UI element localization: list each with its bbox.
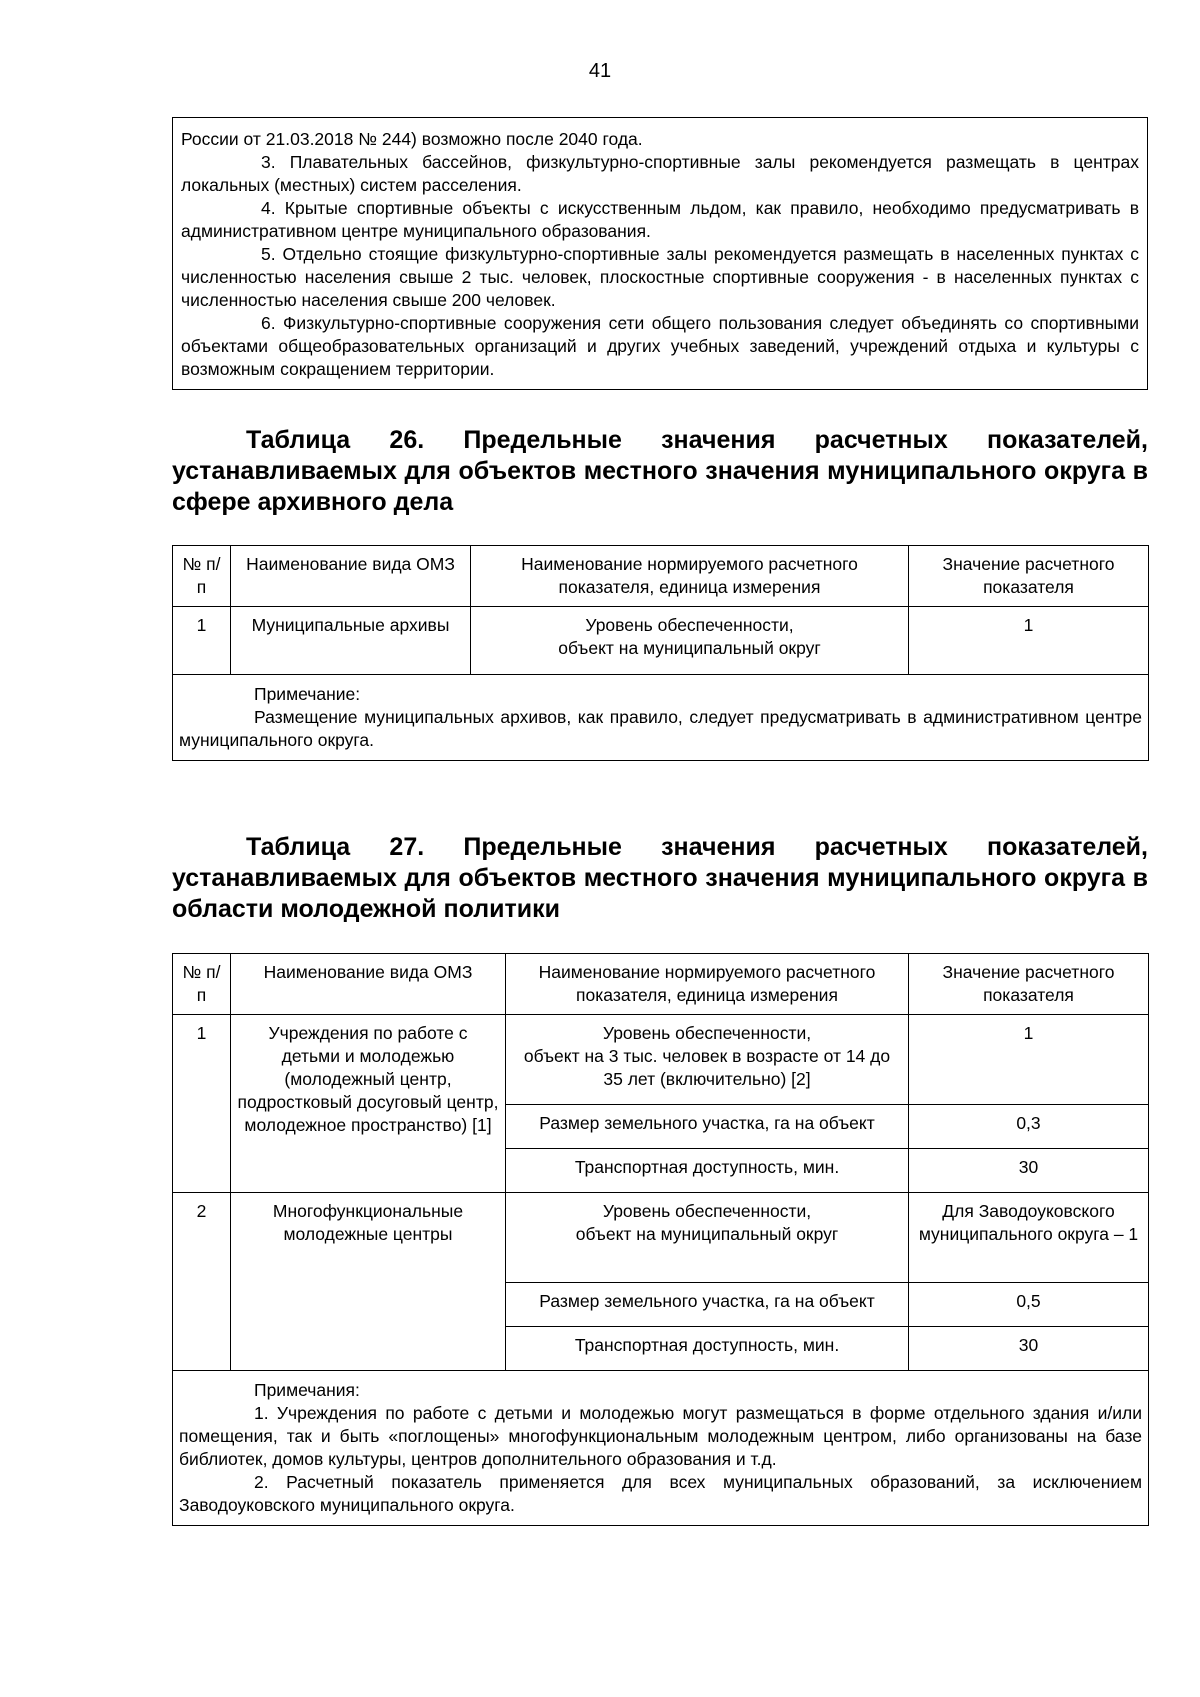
note-item-1: 1. Учреждения по работе с детьми и молодежью могут размещаться в форме отдельного здания и/или помещения, так и быть «поглощены» многофункциональным молодежным центром, либо организованы на базе библиотек, домов культуры, центров дополнительного образования и т.д. [179, 1403, 1142, 1469]
continuation-notes-box [172, 117, 1148, 390]
note-cell [173, 1371, 1149, 1526]
cell-indicator: Размер земельного участка, га на объект [506, 1105, 909, 1149]
cell-value: 1 [909, 607, 1149, 675]
header-cell-value: Значение расчетного показателя [909, 954, 1149, 1015]
cell-value: 30 [909, 1327, 1149, 1371]
header-cell-indicator: Наименование нормируемого расчетного показателя, единица измерения [506, 954, 909, 1015]
indicator-line: Уровень обеспеченности, [585, 615, 794, 635]
header-cell-num: № п/п [173, 546, 231, 607]
header-cell-num: № п/п [173, 954, 231, 1015]
note-title: Примечания: [254, 1380, 360, 1400]
table-27-title: Таблица 27. Предельные значения расчетных показателей, устанавливаемых для объектов местного значения муниципального округа в области молодежной политики [172, 833, 1148, 923]
note-item-6: 6. Физкультурно-спортивные сооружения сети общего пользования следует объединять со спортивными объектами общеобразовательных организаций и других учебных заведений, учреждений отдыха и культуры с возможным сокращением территории. [181, 313, 1139, 379]
indicator-line: Уровень обеспеченности, [602, 1023, 812, 1043]
table-27 [172, 953, 1149, 1526]
note-cell [173, 675, 1149, 761]
cell-omz: Муниципальные архивы [231, 607, 471, 675]
table-row [173, 1015, 1149, 1105]
cell-indicator [471, 607, 909, 675]
note-text: Размещение муниципальных архивов, как правило, следует предусматривать в административном центре муниципального округа. [179, 707, 1142, 750]
cell-num: 1 [173, 607, 231, 675]
header-cell-indicator: Наименование нормируемого расчетного показателя, единица измерения [471, 546, 909, 607]
note-item-3: 3. Плавательных бассейнов, физкультурно-спортивные залы рекомендуется размещать в центрах локальных (местных) систем расселения. [181, 152, 1139, 195]
cell-num: 1 [173, 1015, 231, 1193]
cell-value: 1 [909, 1015, 1149, 1105]
table-27-note-row [173, 1371, 1149, 1526]
indicator-line: объект на муниципальный округ [558, 638, 821, 658]
cell-indicator [506, 1193, 909, 1283]
note-item-4: 4. Крытые спортивные объекты с искусственным льдом, как правило, необходимо предусматривать в административном центре муниципального образования. [181, 198, 1139, 241]
cell-indicator: Транспортная доступность, мин. [506, 1149, 909, 1193]
note-line-continued: России от 21.03.2018 № 244) возможно после 2040 года. [181, 129, 643, 149]
table-26-header-row [173, 546, 1149, 607]
table-26 [172, 545, 1149, 761]
indicator-line: объект на 3 тыс. человек в возрасте от 14 до 35 лет (включительно) [2] [523, 1046, 891, 1089]
cell-indicator: Транспортная доступность, мин. [506, 1327, 909, 1371]
cell-indicator: Размер земельного участка, га на объект [506, 1283, 909, 1327]
table-row [173, 607, 1149, 675]
cell-indicator [506, 1015, 909, 1105]
table-27-header-row [173, 954, 1149, 1015]
indicator-line: Уровень обеспеченности, [602, 1201, 812, 1221]
cell-value: 0,3 [909, 1105, 1149, 1149]
cell-value: 0,5 [909, 1283, 1149, 1327]
header-cell-omz: Наименование вида ОМЗ [231, 546, 471, 607]
header-cell-omz: Наименование вида ОМЗ [231, 954, 506, 1015]
table-row [173, 1193, 1149, 1283]
indicator-line: объект на муниципальный округ [575, 1224, 839, 1244]
cell-num: 2 [173, 1193, 231, 1371]
note-item-5: 5. Отдельно стоящие физкультурно-спортивные залы рекомендуется размещать в населенных пунктах с численностью населения свыше 2 тыс. человек, плоскостные спортивные сооружения - в населенных пунктах с численностью населения свыше 200 человек. [181, 244, 1139, 310]
cell-value: 30 [909, 1149, 1149, 1193]
page-number: 41 [588, 60, 612, 82]
note-item-2: 2. Расчетный показатель применяется для всех муниципальных образований, за исключением Заводоуковского муниципального округа. [179, 1472, 1142, 1515]
cell-omz: Многофункциональные молодежные центры [231, 1193, 506, 1371]
header-cell-value: Значение расчетного показателя [909, 546, 1149, 607]
cell-value: Для Заводоуковского муниципального округа – 1 [909, 1193, 1149, 1283]
note-title: Примечание: [254, 684, 361, 704]
cell-omz: Учреждения по работе с детьми и молодежью (молодежный центр, подростковый досуговый центр, молодежное пространство) [1] [231, 1015, 506, 1193]
table-26-note-row [173, 675, 1149, 761]
table-26-title: Таблица 26. Предельные значения расчетных показателей, устанавливаемых для объектов местного значения муниципального округа в сфере архивного дела [172, 426, 1148, 516]
